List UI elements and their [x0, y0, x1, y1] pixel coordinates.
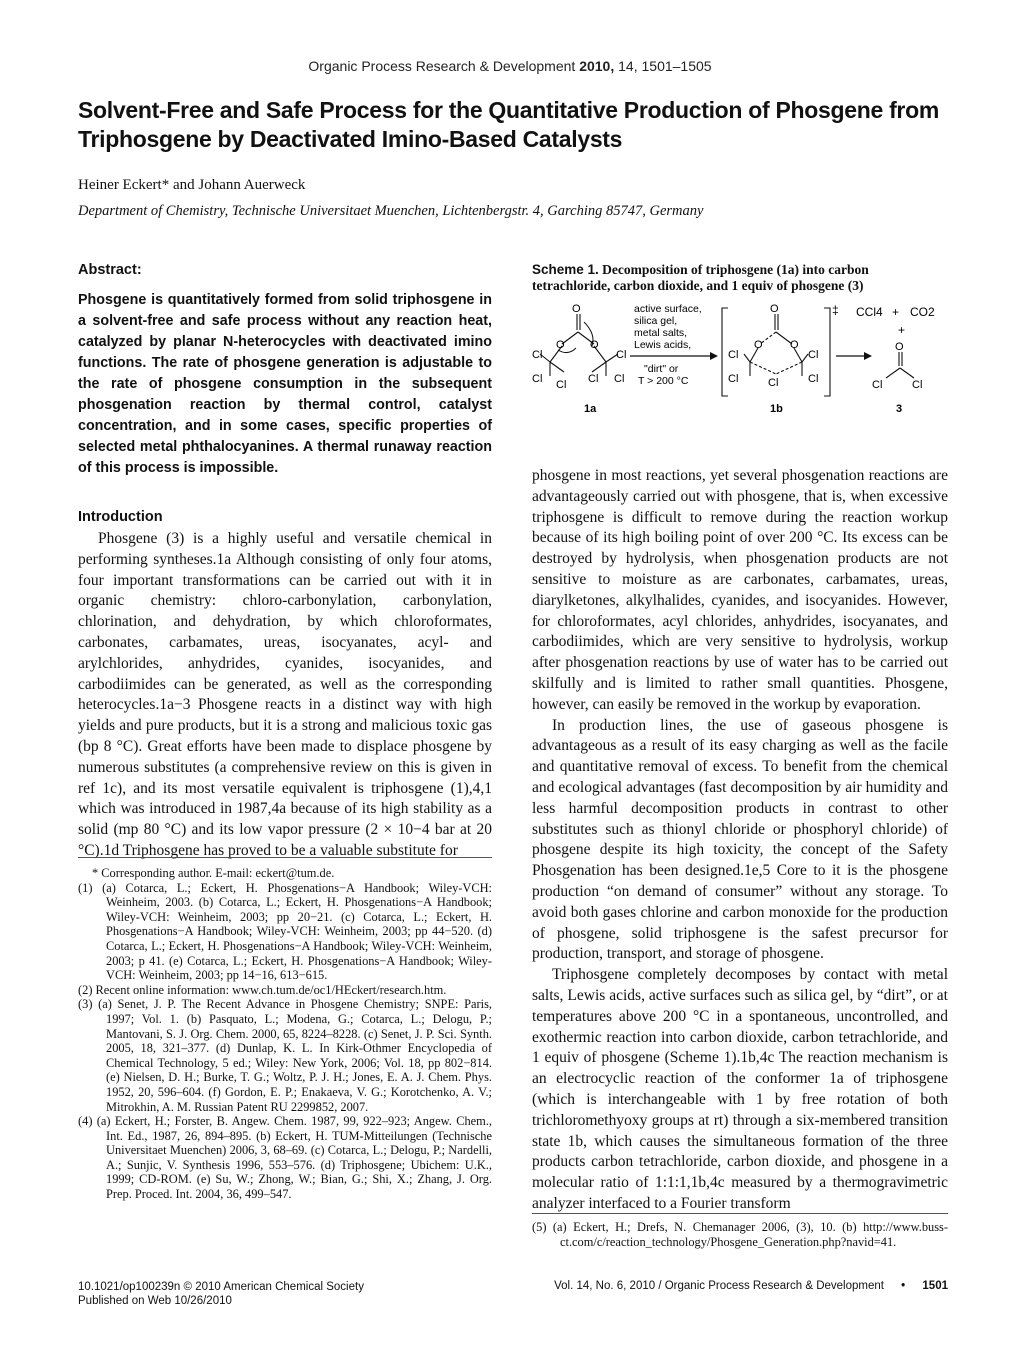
journal-year: 2010,	[579, 58, 615, 74]
structure-phosgene	[886, 352, 914, 378]
scheme-diagram	[532, 300, 948, 420]
footnotes-left	[78, 857, 492, 1202]
condition-2: silica gel,	[634, 315, 678, 327]
condition-3: metal salts,	[634, 327, 688, 339]
product-plus-2: +	[898, 323, 906, 337]
atom-cl-1b-1: Cl	[728, 349, 739, 361]
arrow-head-2	[864, 352, 872, 360]
atom-o-1b: O	[770, 303, 779, 315]
footnote-corresponding: * Corresponding author. E-mail: eckert@tum.de.	[92, 866, 335, 880]
atom-o-1a: O	[572, 303, 581, 315]
paper-title: Solvent-Free and Safe Process for the Quantitative Production of Phosgene from Triphosgene by Deactivated Imino-Based Catalysts	[78, 97, 939, 152]
published-date: Published on Web 10/26/2010	[78, 1295, 232, 1307]
issue-info: Vol. 14, No. 6, 2010 / Organic Process Research & Development	[554, 1280, 884, 1292]
journal-pages: 1501–1505	[641, 58, 712, 74]
footnote-2: (2) Recent online information: www.ch.tum.de/oc1/HEckert/research.htm.	[78, 982, 447, 997]
scheme-caption-text: Decomposition of triphosgene (1a) into carbon tetrachloride, carbon dioxide, and 1 equiv of phosgene (3)	[532, 262, 869, 293]
right-paragraph-2: In production lines, the use of gaseous phosgene is advantageous as a result of its easy charging as well as the facile and quantitative removal of excess. To benefit from the chemical and ecological advantages (fast decomposition by air humidity and less harmful decomposition products in contrast to other substitutes such as thionyl chloride or phosphoryl chloride) of phosgene despite its high toxicity, the concept of the Safety Phosgenation has been designed.1e,5 Core to it is the phosgene production “on demand of consumer” without any storage. To avoid both gases chlorine and carbon monoxide for the production of phosgene, solid triphosgene is the safest precursor for production, transport, and storage of phosgene.	[532, 716, 948, 963]
footnotes-right	[532, 1213, 948, 1249]
abstract-heading: Abstract:	[78, 262, 142, 278]
page-number: 1501	[922, 1280, 948, 1292]
label-1b: 1b	[770, 403, 783, 415]
footer-right	[554, 1280, 948, 1292]
product-ccl4: CCl4	[856, 305, 883, 319]
atom-cl-phosgene-2: Cl	[912, 379, 923, 391]
dagger: ‡	[832, 303, 839, 317]
footer-bullet: •	[901, 1280, 906, 1292]
abstract-text: Phosgene is quantitatively formed from solid triphosgene in a solvent-free and safe process without any reaction heat, catalyzed by planar N-heterocycles with deactivated imino functions. The rate of phosgene generation is adjustable to the rate of phosgene consumption in the subsequent phosgenation reaction by thermal control, catalyst concentration, and in some cases, specific properties of selected metal phthalocyanines. A thermal runaway reaction of this process is impossible.	[78, 292, 492, 476]
copyright: © 2010 American Chemical Society	[183, 1281, 364, 1293]
product-co2: CO2	[910, 305, 935, 319]
affiliation: Department of Chemistry, Technische Universitaet Muenchen, Lichtenbergstr. 4, Garching 85747, Germany	[78, 203, 704, 219]
atom-o-phosgene: O	[895, 341, 904, 353]
introduction-paragraph: Phosgene (3) is a highly useful and versatile chemical in performing syntheses.1a Although consisting of only four atoms, four important transformations can be carried out with it in organic chemistry: chloro-carbonylation, carbonylation, chlorination, and dehydration, by which chloroformates, carbonates, carbamates, ureas, isocyanates, acyl- and arylchlorides, anhydrides, cyanides, isocyanides, and carbodiimides can be generated, as well as the corresponding heterocycles.1a−3 Phosgene reacts in a distinct way with high yields and pure products, but it is a strong and malicious toxic gas (bp 8 °C). Great efforts have been made to displace phosgene by numerous substitutes (a comprehensive review on this is given in ref 1c), and its most versatile equivalent is triphosgene (1),4,1 which was introduced in 1987,4a because of its high stability as a solid (mp 80 °C) and its low vapor pressure (2 × 10−4 bar at 20 °C).1d Triphosgene has proved to be a valuable substitute for	[78, 530, 492, 859]
scheme-figure	[532, 300, 948, 420]
condition-1: active surface,	[634, 303, 702, 315]
atom-cl-1a-6: Cl	[614, 373, 625, 385]
right-paragraph-1: phosgene in most reactions, yet several phosgenation reactions are advantageously carried out with phosgene, that is, when excessive triphosgene is difficult to remove during the reaction workup because of its high boiling point of over 200 °C. Its excess can be destroyed by hydrolysis, when phosgenation products are not sensitive to moisture as are carbonates, carbamates, ureas, diarylketones, alkylhalides, cyanides, and isocyanides. However, for chloroformates, acyl chlorides, anhydrides, isocyanates, and carbodiimides, which are very sensitive to hydrolysis, workup after phosgenation reactions by use of water has to be carried out skilfully and is limited to rather small quantities. Phosgene, however, can easily be removed in the workup by evaporation.	[532, 467, 948, 713]
atom-cl-1a-3: Cl	[556, 379, 567, 391]
label-1a: 1a	[584, 403, 597, 415]
atom-o-1a-right: O	[590, 339, 599, 351]
journal-name: Organic Process Research & Development	[308, 58, 576, 74]
condition-5: "dirt" or	[644, 363, 679, 375]
left-column	[78, 262, 492, 862]
atom-cl-1b-3: Cl	[768, 377, 779, 389]
footnote-1: (1) (a) Cotarca, L.; Eckert, H. Phosgenations−A Handbook; Wiley-VCH: Weinheim, 2003. (b) Cotarca, L.; Eckert, H. Phosgenations−A Handbook; Wiley-VCH: Weinheim, 2003; pp 20−21. (c) Cotarca, L.; Eckert, H. Phosgenations−A Handbook; Wiley-VCH: Weinheim, 2003; pp 44−520. (d) Cotarca, L.; Eckert, H. Phosgenations−A Handbook; Wiley-VCH: Weinheim, 2003; p 41. (e) Cotarca, L.; Eckert, H. Phosgenations−A Handbook; Wiley-VCH: Weinheim, 2003; pp 14−16, 613−615.	[78, 880, 492, 983]
atom-cl-1a-5: Cl	[616, 349, 627, 361]
footnote-5: (5) (a) Eckert, H.; Drefs, N. Chemanager 2006, (3), 10. (b) http://www.buss-ct.com/c/reaction_technology/Phosgene_Generation.php?navid=41.	[532, 1220, 948, 1249]
condition-4: Lewis acids,	[634, 339, 692, 351]
atom-cl-1a-1: Cl	[532, 349, 543, 361]
atom-cl-1b-2: Cl	[728, 373, 739, 385]
scheme-label: Scheme 1.	[532, 262, 599, 277]
structure-1a	[540, 314, 618, 376]
atom-cl-1a-2: Cl	[532, 373, 543, 385]
atom-cl-1a-4: Cl	[588, 373, 599, 385]
atom-o-1b-left: O	[754, 339, 763, 351]
atom-cl-1b-5: Cl	[808, 373, 819, 385]
atom-cl-1b-4: Cl	[808, 349, 819, 361]
right-paragraph-3: Triphosgene completely decomposes by contact with metal salts, Lewis acids, active surfaces such as silica gel, by “dirt”, or at temperatures above 200 °C in a spontaneous, uncontrolled, and exothermic reaction into carbon dioxide, carbon tetrachloride, and 1 equiv of phosgene (Scheme 1).1b,4c The reaction mechanism is an electrocyclic reaction of the conformer 1a of triphosgene (which is interchangeable with 1 by free rotation of both trichloromethyoxy groups at rt) through a six-membered transition state 1b, which causes the simultaneous formation of the three products carbon tetrachloride, carbon dioxide, and phosgene in a molecular ratio of 1:1:1,1b,4c measured by a thermogravimetric analyzer interfaced to a Fourier transform	[532, 966, 948, 1212]
condition-6: T > 200 °C	[638, 375, 689, 387]
label-3: 3	[896, 403, 903, 415]
journal-volume: 14,	[618, 58, 638, 74]
product-plus-1: +	[892, 305, 900, 319]
right-column	[532, 262, 948, 1215]
journal-header	[0, 58, 1020, 74]
arrow-head-1	[710, 352, 718, 360]
introduction-heading: Introduction	[78, 509, 163, 525]
authors: Heiner Eckert* and Johann Auerweck	[78, 177, 306, 193]
footnote-3: (3) (a) Senet, J. P. The Recent Advance in Phosgene Chemistry; SNPE: Paris, 1997; Vol. 1. (b) Pasquato, L.; Modena, G.; Cotarca, L.; Delogu, P.; Mantovani, S. J. Org. Chem. 2000, 65, 8224–8228. (c) Senet, J. P. Sci. Synth. 2005, 18, 321–377. (d) Dunlap, K. L. In Kirk-Othmer Encyclopedia of Chemical Technology, 5 ed.; Wiley: New York, 2006; Vol. 18, pp 802−814. (e) Nielsen, D. H.; Burke, T. G.; Woltz, P. J. H.; Jones, E. A. J. Chem. Phys. 1952, 20, 596–604. (f) Gordon, E. P.; Enakaeva, V. G.; Korotchenko, A. V.; Mitrokhin, A. M. Russian Patent RU 2299852, 2007.	[78, 997, 492, 1114]
atom-o-1b-right: O	[790, 339, 799, 351]
footer-left	[78, 1280, 364, 1308]
atom-o-1a-left: O	[556, 339, 565, 351]
footnote-4: (4) (a) Eckert, H.; Forster, B. Angew. Chem. 1987, 99, 922–923; Angew. Chem., Int. Ed., 1987, 26, 894–895. (b) Eckert, H. TUM-Mitteilungen (Technische Universitaet Muenchen) 2006, 3, 68–69. (c) Cotarca, L.; Delogu, P.; Nardelli, A.; Sunjic, V. Synthesis 1996, 553–576. (d) Triphosgene; Ubichem: U.K., 1999; CD-ROM. (e) Su, W.; Zhong, W.; Bian, G.; Shi, X.; Zhang, J. Org. Prep. Proced. Int. 2004, 36, 499–547.	[78, 1114, 492, 1202]
atom-cl-phosgene-1: Cl	[872, 379, 883, 391]
scheme-caption	[532, 262, 948, 294]
doi: 10.1021/op100239n	[78, 1281, 181, 1293]
